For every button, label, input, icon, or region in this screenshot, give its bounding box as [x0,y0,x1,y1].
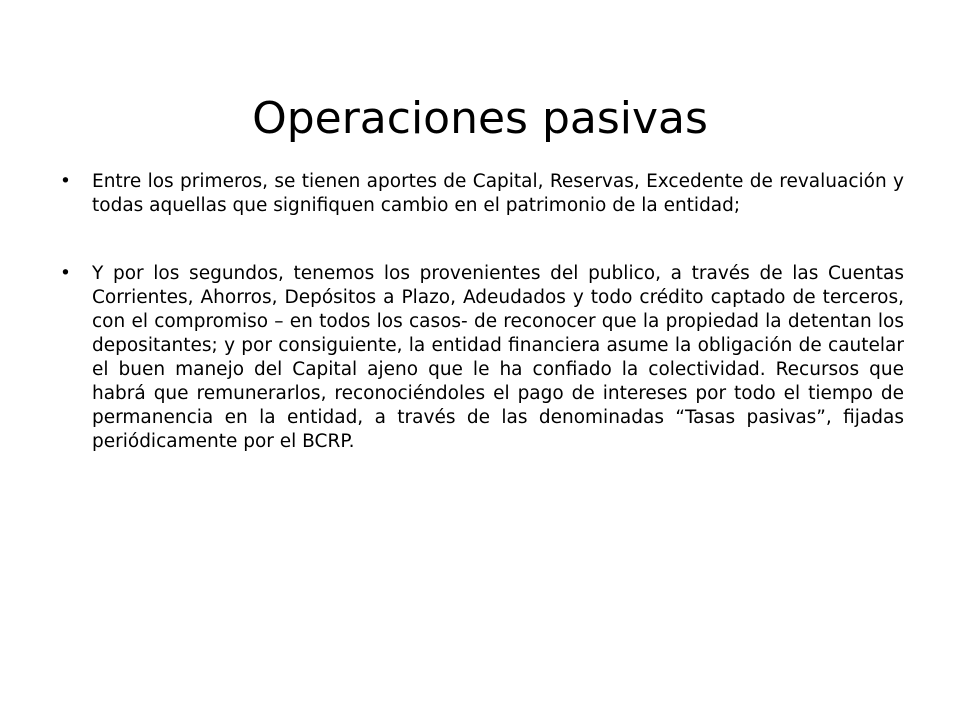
bullet-item-2 [60,262,904,454]
bullet-text-1: Entre los primeros, se tienen aportes de Capital, Reservas, Excedente de revaluación y todas aquellas que signifiquen cambio en el patrimonio de la entidad; [92,171,904,216]
bullet-dot-icon: • [60,263,71,284]
bullet-item-1 [60,170,904,218]
bullet-text-2: Y por los segundos, tenemos los provenientes del publico, a través de las Cuentas Corrientes, Ahorros, Depósitos a Plazo, Adeudados y todo crédito captado de terceros, con el compromiso – en todos los casos- de reconocer que la propiedad la detentan los depositantes; y por consiguiente, la entidad financiera asume la obligación de cautelar el buen manejo del Capital ajeno que le ha confiado la colectividad. Recursos que habrá que remunerarlos, reconociéndoles el pago de intereses por todo el tiempo de permanencia en la entidad, a través de las denominadas “Tasas pasivas”, fijadas periódicamente por el BCRP. [92,263,904,452]
bullet-dot-icon: • [60,171,71,192]
slide-title: Operaciones pasivas [252,93,708,145]
slide-content [60,170,904,454]
